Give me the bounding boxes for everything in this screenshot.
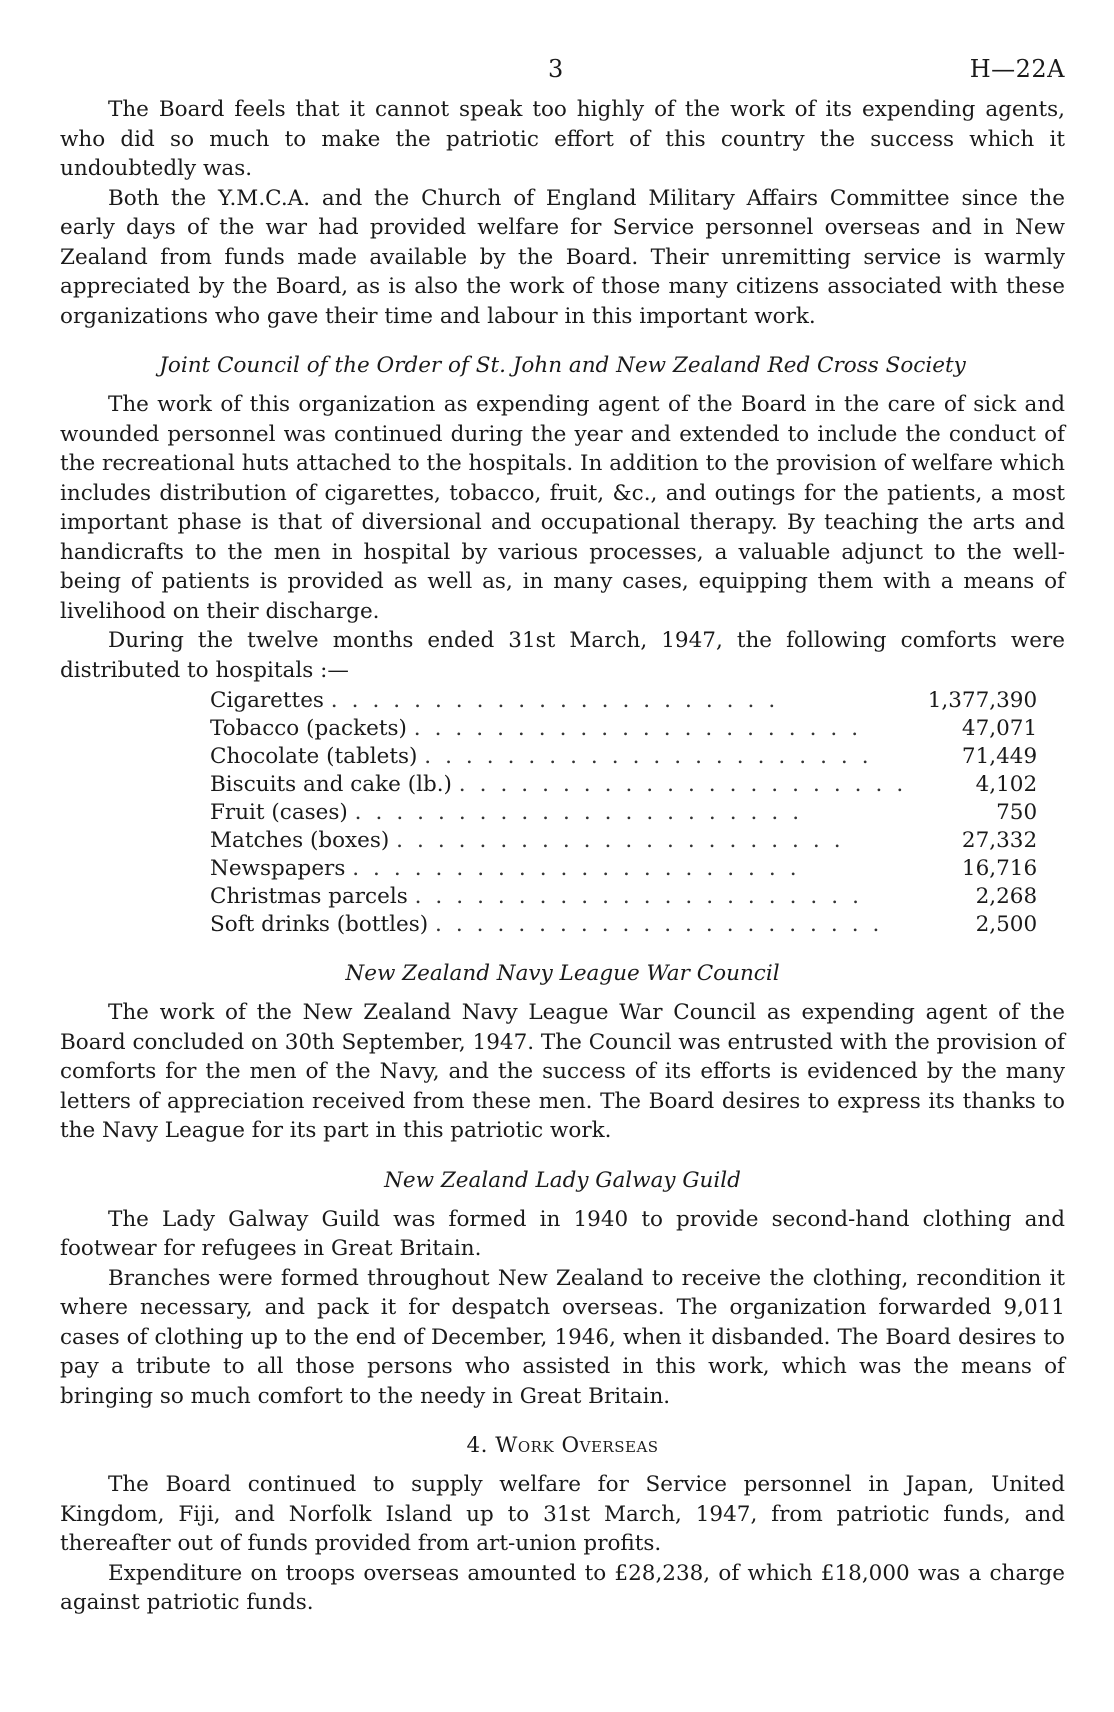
section-heading-navy-league: New Zealand Navy League War Council xyxy=(345,961,780,986)
comfort-item: Newspapers xyxy=(210,856,346,881)
document-reference: H—22A xyxy=(969,55,1065,83)
comfort-quantity: 27,332 xyxy=(961,828,1038,853)
comfort-item: Tobacco (packets) xyxy=(210,716,407,741)
comfort-quantity: 16,716 xyxy=(961,856,1038,881)
galway-guild-paragraph-2: Branches were formed throughout New Zealand to receive the clothing, recondition it where necessary, and pack it for despatch overseas. The organization forwarded 9,011 cases of clothing up to the end of December, 1946, when it disbanded. The Board desires to pay a tribute to all those persons who assisted in this work, which was the means of bringing so much comfort to the needy in Great Britain. xyxy=(60,1265,1065,1409)
comfort-item: Fruit (cases) xyxy=(210,800,348,825)
table-row: Biscuits and cake (lb.) ...................... 4,102 xyxy=(210,772,1038,797)
section-heading-work-overseas: 4. Work Overseas xyxy=(466,1433,659,1458)
comfort-quantity: 4,102 xyxy=(975,772,1038,797)
navy-league-paragraph: The work of the New Zealand Navy League War Council as expending agent of the Board concluded on 30th September, 1947. The Council was entrusted with the provision of comforts for the men of the Navy, and the success of its efforts is evidenced by the many letters of appreciation received from these men. The Board desires to express its thanks to the Navy League for its part in this patriotic work. xyxy=(60,1000,1065,1143)
comfort-item: Chocolate (tablets) xyxy=(210,744,418,769)
galway-guild-paragraph-1: The Lady Galway Guild was formed in 1940 to provide second-hand clothing and footwear for refugees in Great Britain. xyxy=(60,1206,1065,1261)
table-row: Cigarettes ...................... 1,377,390 xyxy=(210,688,1038,713)
page-header xyxy=(60,55,1065,95)
table-row: Matches (boxes) ...................... 27,332 xyxy=(210,828,1038,853)
comforts-table xyxy=(210,687,1037,939)
table-row: Tobacco (packets) ...................... 47,071 xyxy=(210,716,1038,741)
red-cross-paragraph-2: During the twelve months ended 31st March, 1947, the following comforts were distributed to hospitals :— xyxy=(60,628,1065,683)
document-page xyxy=(60,55,1065,1618)
comfort-quantity: 2,500 xyxy=(975,912,1038,937)
comfort-quantity: 750 xyxy=(996,800,1038,825)
comfort-item: Matches (boxes) xyxy=(210,828,390,853)
comfort-item: Christmas parcels xyxy=(210,884,408,909)
table-row: Soft drinks (bottles) ...................... 2,500 xyxy=(210,912,1038,937)
red-cross-paragraph-1: The work of this organization as expending agent of the Board in the care of sick and wounded personnel was continued during the year and extended to include the conduct of the recreational huts attached to the hospitals. In addition to the provision of welfare which includes distribution of cigarettes, tobacco, fruit, &c., and outings for the patients, a most important phase is that of diversional and occupational therapy. By teaching the arts and handicrafts to the men in hospital by various processes, a valuable adjunct to the well-being of patients is provided as well as, in many cases, equipping them with a means of livelihood on their discharge. xyxy=(60,392,1065,624)
page-number: 3 xyxy=(548,55,564,83)
comfort-item: Biscuits and cake (lb.) xyxy=(210,772,452,797)
comfort-quantity: 2,268 xyxy=(975,884,1038,909)
comfort-item: Soft drinks (bottles) xyxy=(210,912,429,937)
section-heading-galway-guild: New Zealand Lady Galway Guild xyxy=(384,1167,741,1193)
table-row: Christmas parcels ...................... 2,268 xyxy=(210,884,1038,909)
overseas-paragraph-2: Expenditure on troops overseas amounted to £28,238, of which £18,000 was a charge against patriotic funds. xyxy=(60,1560,1065,1615)
intro-paragraph-2: Both the Y.M.C.A. and the Church of England Military Affairs Committee since the early days of the war had provided welfare for Service personnel overseas and in New Zealand from funds made available by the Board. Their unremitting service is warmly appreciated by the Board, as is also the work of those many citizens associated with these organizations who gave their time and labour in this important work. xyxy=(60,185,1065,329)
table-row: Fruit (cases) ...................... 750 xyxy=(210,800,1038,825)
table-row: Newspapers ...................... 16,716 xyxy=(210,856,1038,881)
comfort-quantity: 1,377,390 xyxy=(927,688,1038,713)
intro-paragraph-1: The Board feels that it cannot speak too highly of the work of its expending agents, who did so much to make the patriotic effort of this country the success which it undoubtedly was. xyxy=(60,97,1065,181)
overseas-paragraph-1: The Board continued to supply welfare for Service personnel in Japan, United Kingdom, Fiji, and Norfolk Island up to 31st March, 1947, from patriotic funds, and thereafter out of funds provided from art-union profits. xyxy=(60,1472,1065,1556)
comfort-quantity: 71,449 xyxy=(961,744,1038,769)
table-row: Chocolate (tablets) ...................... 71,449 xyxy=(210,744,1038,769)
comfort-item: Cigarettes xyxy=(210,688,324,713)
comfort-quantity: 47,071 xyxy=(961,716,1038,741)
section-heading-red-cross: Joint Council of the Order of St. John and New Zealand Red Cross Society xyxy=(159,353,966,378)
